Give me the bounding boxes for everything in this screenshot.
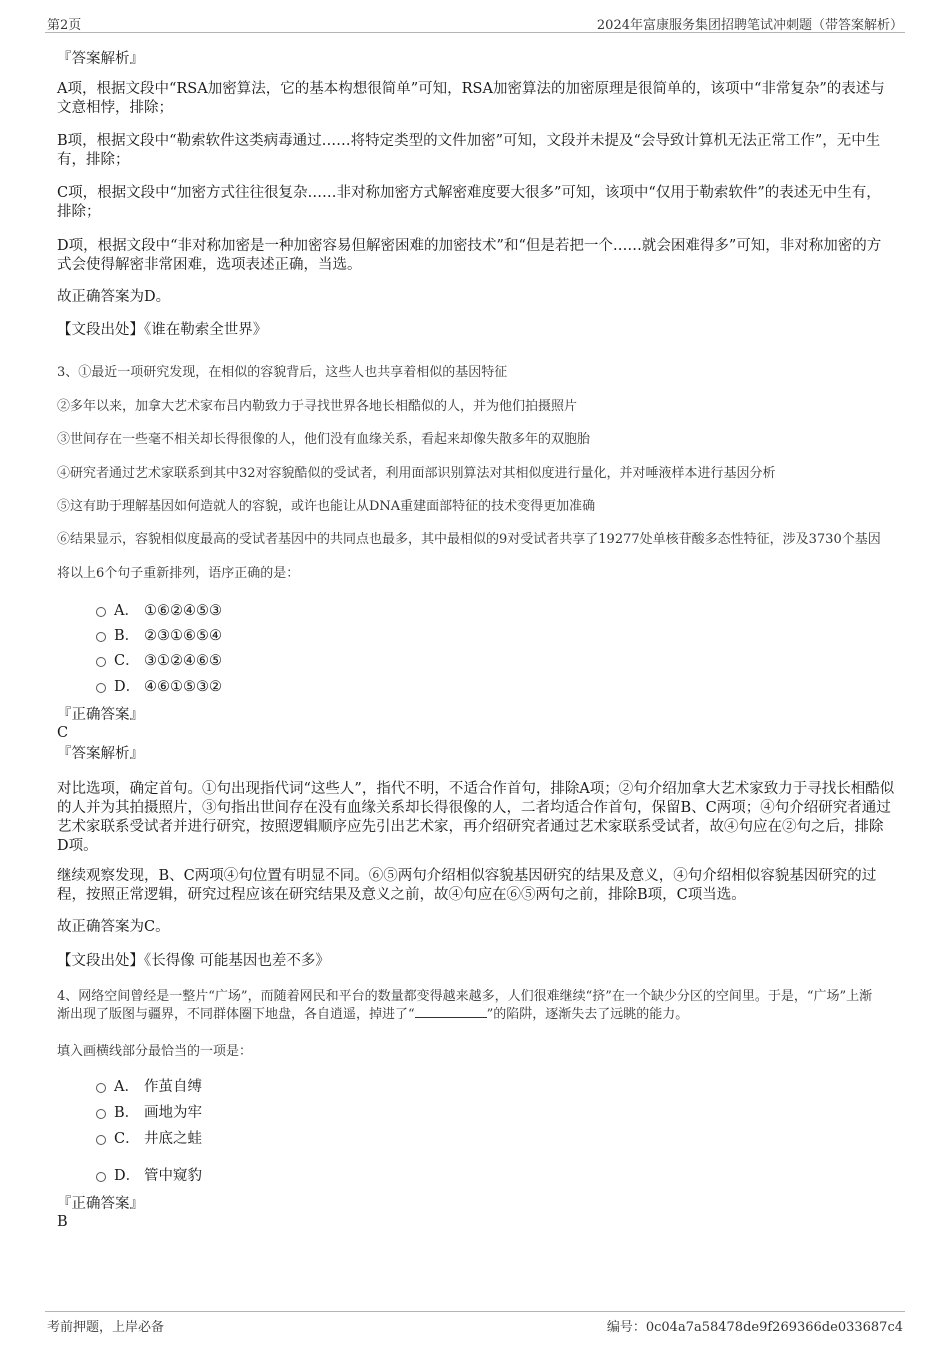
q3-sentence-5: ⑤这有助于理解基因如何造就人的容貌，或许也能让从DNA重建面部特征的技术变得更加准确 [57,499,596,514]
analysis-option-c: C项，根据文段中“加密方式往往很复杂……非对称加密方式解密难度要大很多”可知，该项中“仅用于勒索软件”的表述无中生有，排除； [57,185,881,220]
analysis-option-b: B项，根据文段中“勒索软件这类病毒通过……将特定类型的文件加密”可知，文段并未提及“会导致计算机无法正常工作”，无中生有，排除； [57,133,881,168]
fill-blank [415,1005,487,1018]
q3-option-c[interactable]: C． ③①②④⑥⑤ [96,652,222,670]
q4-answer-label: 『正确答案』 [57,1196,144,1212]
q3-option-b[interactable]: B． ②③①⑥⑤④ [96,627,222,645]
document-title: 2024年富康服务集团招聘笔试冲刺题（带答案解析） [596,18,903,33]
q3-sentence-2: ②多年以来，加拿大艺术家布吕内勒致力于寻找世界各地长相酷似的人，并为他们拍摄照片 [57,399,578,414]
analysis-option-a: A项，根据文段中“RSA加密算法，它的基本构想很简单”可知，RSA加密算法的加密原理是很简单的，该项中“非常复杂”的表述与文意相悖，排除； [57,81,885,116]
q3-option-a[interactable]: A． ①⑥②④⑤③ [96,602,222,620]
radio-icon[interactable] [96,657,106,667]
q4-answer: B [57,1214,68,1230]
q3-analysis-paragraph-1: 对比选项，确定首句。①句出现指代词“这些人”，指代不明，不适合作首句，排除A项；②句介绍加拿大艺术家致力于寻找长相酷似的人并为其拍摄照片，③句指出世间存在没有血缘关系却长得很像的人，二者均适合作首句，保留B、C两项；④句介绍研究者通过艺术家联系受试者并进行研究，按照逻辑顺序应先引出艺术家，再介绍研究者通过艺术家联系受试者，故④句应在②句之后，排除D项。 [57,781,895,854]
q4-prompt: 填入画横线部分最恰当的一项是： [57,1044,253,1059]
q3-analysis-label: 『答案解析』 [57,746,144,762]
q3-source: 【文段出处】《长得像 可能基因也差不多》 [57,953,330,969]
page-footer [45,1311,905,1334]
analysis-option-d: D项，根据文段中“非对称加密是一种加密容易但解密困难的加密技术”和“但是若把一个……就会困难得多”可知，非对称加密的方式会使得解密非常困难，选项表述正确，当选。 [57,238,882,273]
page-number: 第2页 [47,18,82,33]
q3-answer: C [57,725,69,741]
radio-icon[interactable] [96,683,106,693]
q4-option-c[interactable]: C． 井底之蛙 [96,1130,202,1148]
radio-icon[interactable] [96,607,106,617]
footer-slogan: 考前押题，上岸必备 [47,1320,165,1335]
analysis-label: 『答案解析』 [57,51,144,67]
q4-stem: 4、网络空间曾经是一整片“广场”，而随着网民和平台的数量都变得越来越多，人们很难继续“挤”在一个缺少分区的空间里。于是，“广场”上渐 渐出现了版图与疆界，不同群体圈下地盘，各自逍遥，掉进了“ ”的陷阱，逐渐失去了远眺的能力。 [57,989,873,1022]
q3-answer-label: 『正确答案』 [57,707,144,723]
q4-option-d[interactable]: D． 管中窥豹 [96,1167,202,1185]
document-code: 编号：0c04a7a58478de9f269366de033687c4 [606,1320,903,1335]
q3-sentence-1: 3、①最近一项研究发现，在相似的容貌背后，这些人也共享着相似的基因特征 [57,365,508,380]
radio-icon[interactable] [96,1109,106,1119]
q4-option-a[interactable]: A． 作茧自缚 [96,1078,202,1096]
passage-source: 【文段出处】《谁在勒索全世界》 [57,322,268,338]
analysis-conclusion: 故正确答案为D。 [57,289,171,305]
q3-sentence-4: ④研究者通过艺术家联系到其中32对容貌酷似的受试者，利用面部识别算法对其相似度进行量化，并对唾液样本进行基因分析 [57,466,776,481]
q3-sentence-3: ③世间存在一些毫不相关却长得很像的人，他们没有血缘关系，看起来却像失散多年的双胞胎 [57,432,591,447]
q3-sentence-6: ⑥结果显示，容貌相似度最高的受试者基因中的共同点也最多，其中最相似的9对受试者共享了19277处单核苷酸多态性特征，涉及3730个基因 [57,532,881,547]
q3-prompt: 将以上6个句子重新排列，语序正确的是： [57,566,300,581]
q3-conclusion: 故正确答案为C。 [57,919,170,935]
radio-icon[interactable] [96,1135,106,1145]
q3-option-d[interactable]: D． ④⑥①⑤③② [96,678,222,696]
q4-option-b[interactable]: B． 画地为牢 [96,1104,202,1122]
radio-icon[interactable] [96,1172,106,1182]
radio-icon[interactable] [96,632,106,642]
page-header [45,12,905,33]
radio-icon[interactable] [96,1083,106,1093]
q3-analysis-paragraph-2: 继续观察发现，B、C两项④句位置有明显不同。⑥⑤两句介绍相似容貌基因研究的结果及意义，④句介绍相似容貌基因研究的过程，按照正常逻辑，研究过程应该在研究结果及意义之前，故④句应在⑥⑤两句之前，排除B项，C项当选。 [57,868,877,903]
